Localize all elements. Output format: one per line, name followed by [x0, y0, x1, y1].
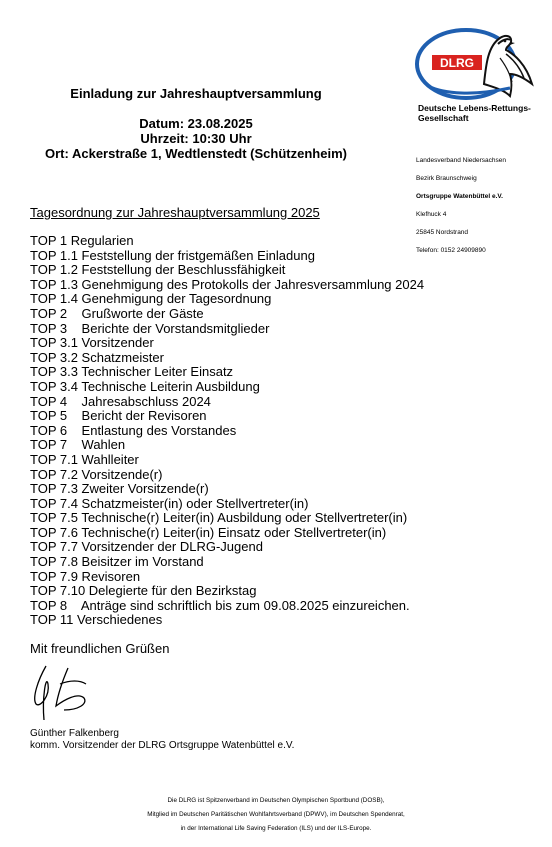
agenda-item: TOP 3.2 Schatzmeister	[30, 349, 164, 365]
address-block	[416, 152, 506, 260]
handwritten-signature	[28, 658, 100, 728]
agenda-item: TOP 2 Grußworte der Gäste	[30, 305, 204, 321]
agenda-item: TOP 1 Regularien	[30, 233, 134, 248]
meeting-details	[0, 116, 392, 161]
agenda-item: TOP 1.2 Feststellung der Beschlussfähigkeit	[30, 262, 286, 278]
document-title: Einladung zur Jahreshauptversammlung	[70, 86, 322, 101]
agenda-item: TOP 6 Entlastung des Vorstandes	[30, 422, 237, 438]
agenda-item: TOP 7.9 Revisoren	[30, 568, 141, 584]
agenda-item: TOP 7.3 Zweiter Vorsitzende(r)	[30, 481, 209, 497]
agenda-item: TOP 7.7 Vorsitzender der DLRG-Jugend	[30, 539, 263, 555]
agenda-item: TOP 1.1 Feststellung der fristgemäßen Einladung	[30, 247, 315, 263]
agenda-item: TOP 8 Anträge sind schriftlich bis zum 09.08.2025 einzureichen.	[30, 597, 410, 613]
footer-line1: Die DLRG ist Spitzenverband im Deutschen Olympischen Sportbund (DOSB),	[167, 797, 385, 804]
address-city: 25845 Nordstrand	[416, 229, 469, 236]
signatory-name: Günther Falkenberg	[30, 728, 119, 739]
agenda-item: TOP 3.4 Technische Leiterin Ausbildung	[30, 378, 260, 394]
agenda-item: TOP 11 Verschiedenes	[30, 612, 163, 628]
closing-greeting: Mit freundlichen Grüßen	[30, 641, 170, 656]
agenda-item: TOP 7.10 Delegierte für den Bezirkstag	[30, 583, 257, 599]
logo-text: DLRG	[440, 56, 474, 70]
agenda-item: TOP 7.8 Beisitzer im Vorstand	[30, 554, 204, 570]
organization-name	[418, 103, 531, 123]
address-street: Klefhuck 4	[416, 211, 447, 218]
address-ortsgruppe: Ortsgruppe Watenbüttel e.V.	[416, 193, 503, 200]
meeting-date: Datum: 23.08.2025	[139, 116, 253, 131]
agenda-item: TOP 7.1 Wahlleiter	[30, 451, 139, 467]
agenda-item: TOP 5 Bericht der Revisoren	[30, 408, 207, 424]
address-bezirk: Bezirk Braunschweig	[416, 175, 477, 182]
meeting-time: Uhrzeit: 10:30 Uhr	[140, 131, 252, 146]
agenda-item: TOP 1.4 Genehmigung der Tagesordnung	[30, 291, 272, 307]
footer-line2: Mitglied im Deutschen Paritätischen Wohlfahrtsverband (DPWV), im Deutschen Spendenrat,	[147, 811, 405, 818]
agenda-item: TOP 3.1 Vorsitzender	[30, 335, 154, 351]
agenda-item: TOP 7.5 Technische(r) Leiter(in) Ausbildung oder Stellvertreter(in)	[30, 510, 408, 526]
address-phone: Telefon: 0152 24909890	[416, 247, 486, 254]
address-landesverband: Landesverband Niedersachsen	[416, 157, 506, 164]
agenda-list	[30, 234, 424, 628]
agenda-title: Tagesordnung zur Jahreshauptversammlung 2025	[30, 205, 320, 220]
meeting-location: Ort: Ackerstraße 1, Wedtlenstedt (Schützenheim)	[45, 146, 347, 161]
footer-line3: in der International Life Saving Federation (ILS) und der ILS-Europe.	[180, 825, 372, 832]
signatory	[30, 728, 294, 752]
agenda-item: TOP 7 Wahlen	[30, 437, 126, 453]
agenda-item: TOP 1.3 Genehmigung des Protokolls der Jahresversammlung 2024	[30, 276, 425, 292]
signatory-role: komm. Vorsitzender der DLRG Ortsgruppe Watenbüttel e.V.	[30, 740, 295, 751]
agenda-item: TOP 7.2 Vorsitzende(r)	[30, 466, 163, 482]
agenda-item: TOP 7.4 Schatzmeister(in) oder Stellvertreter(in)	[30, 495, 309, 511]
org-name-line1: Deutsche Lebens-Rettungs-	[418, 103, 531, 113]
agenda-item: TOP 7.6 Technische(r) Leiter(in) Einsatz oder Stellvertreter(in)	[30, 524, 387, 540]
agenda-item: TOP 3 Berichte der Vorstandsmitglieder	[30, 320, 270, 336]
org-name-line2: Gesellschaft	[418, 113, 469, 123]
footer	[0, 794, 552, 836]
dlrg-eagle-logo	[414, 24, 538, 102]
agenda-item: TOP 3.3 Technischer Leiter Einsatz	[30, 364, 234, 380]
agenda-item: TOP 4 Jahresabschluss 2024	[30, 393, 211, 409]
